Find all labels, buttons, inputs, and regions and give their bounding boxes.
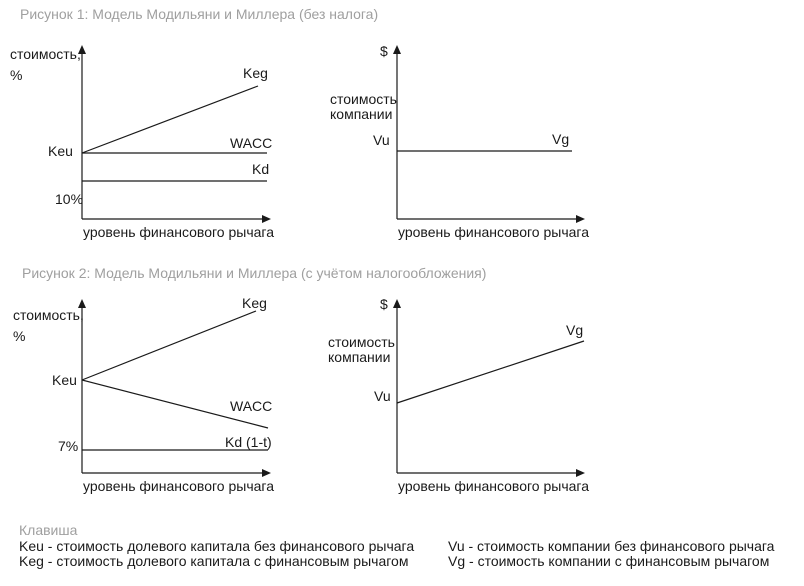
legend-item-vu: Vu - стоимость компании без финансового рычага [448, 538, 775, 554]
legend-item-keu: Keu - стоимость долевого капитала без финансового рычага [19, 538, 415, 554]
fig1-vu-tick-label: Vu [373, 132, 390, 148]
fig2-kd1t-line-label: Kd (1-t) [225, 434, 272, 450]
fig2-vg-line-label: Vg [566, 322, 584, 338]
fig1-firm-value-x-axis-arrow [576, 215, 585, 223]
fig2-capital-x-axis-label: уровень финансового рычага [83, 478, 274, 494]
fig2-firm-value-y-axis-arrow [393, 299, 401, 308]
fig2-seven-percent-tick-label: 7% [58, 438, 79, 454]
fig1-vg-line-label: Vg [552, 131, 570, 147]
figure2-title: Рисунок 2: Модель Модильяни и Миллера (с учётом налогообложения) [22, 265, 487, 281]
legend-item-vg: Vg - стоимость компании с финансовым рычагом [448, 553, 770, 569]
fig1-capital-x-axis-label: уровень финансового рычага [83, 224, 274, 240]
fig2-firm-value-series-vg [397, 341, 584, 403]
fig1-capital-y-axis-label: стоимость, % [10, 46, 81, 83]
fig1-keg-line-label: Keg [243, 65, 268, 81]
fig2-firm-value-y-axis-label: стоимость компании [328, 334, 395, 365]
fig1-firm-value-x-axis-label: уровень финансового рычага [398, 224, 589, 240]
fig2-keg-line-label: Keg [242, 295, 267, 311]
fig1-cost-of-capital-series-keg [82, 86, 258, 153]
fig1-wacc-line-label: WACC [230, 135, 273, 151]
fig2-vu-tick-label: Vu [374, 388, 391, 404]
fig1-dollar-axis-label: $ [380, 43, 388, 59]
fig2-dollar-axis-label: $ [380, 296, 388, 312]
fig1-firm-value-y-axis-arrow [393, 45, 401, 54]
fig2-cost-of-capital-series-keg [82, 311, 256, 380]
fig1-ten-percent-tick-label: 10% [55, 191, 84, 207]
figure1-title: Рисунок 1: Модель Модильяни и Миллера (без налога) [20, 6, 379, 22]
fig2-wacc-line-label: WACC [230, 398, 273, 414]
fig1-keu-tick-label: Keu [48, 143, 73, 159]
fig2-cost-of-capital-x-axis-arrow [262, 469, 271, 477]
fig1-firm-value-y-axis-label: стоимость компании [330, 91, 397, 122]
fig2-firm-value-x-axis-label: уровень финансового рычага [398, 478, 589, 494]
legend-title: Клавиша [19, 522, 78, 538]
fig2-keu-tick-label: Keu [52, 372, 77, 388]
fig2-capital-y-axis-label: стоимость, % [13, 307, 84, 344]
fig1-cost-of-capital-y-axis-arrow [78, 45, 86, 54]
fig2-cost-of-capital-y-axis-arrow [78, 299, 86, 308]
legend-item-keg: Keg - стоимость долевого капитала с финансовым рычагом [19, 553, 409, 569]
fig1-cost-of-capital-x-axis-arrow [262, 215, 271, 223]
fig2-firm-value-x-axis-arrow [576, 469, 585, 477]
fig1-kd-line-label: Kd [252, 161, 270, 177]
fig2-cost-of-capital-series-wacc [82, 380, 268, 428]
